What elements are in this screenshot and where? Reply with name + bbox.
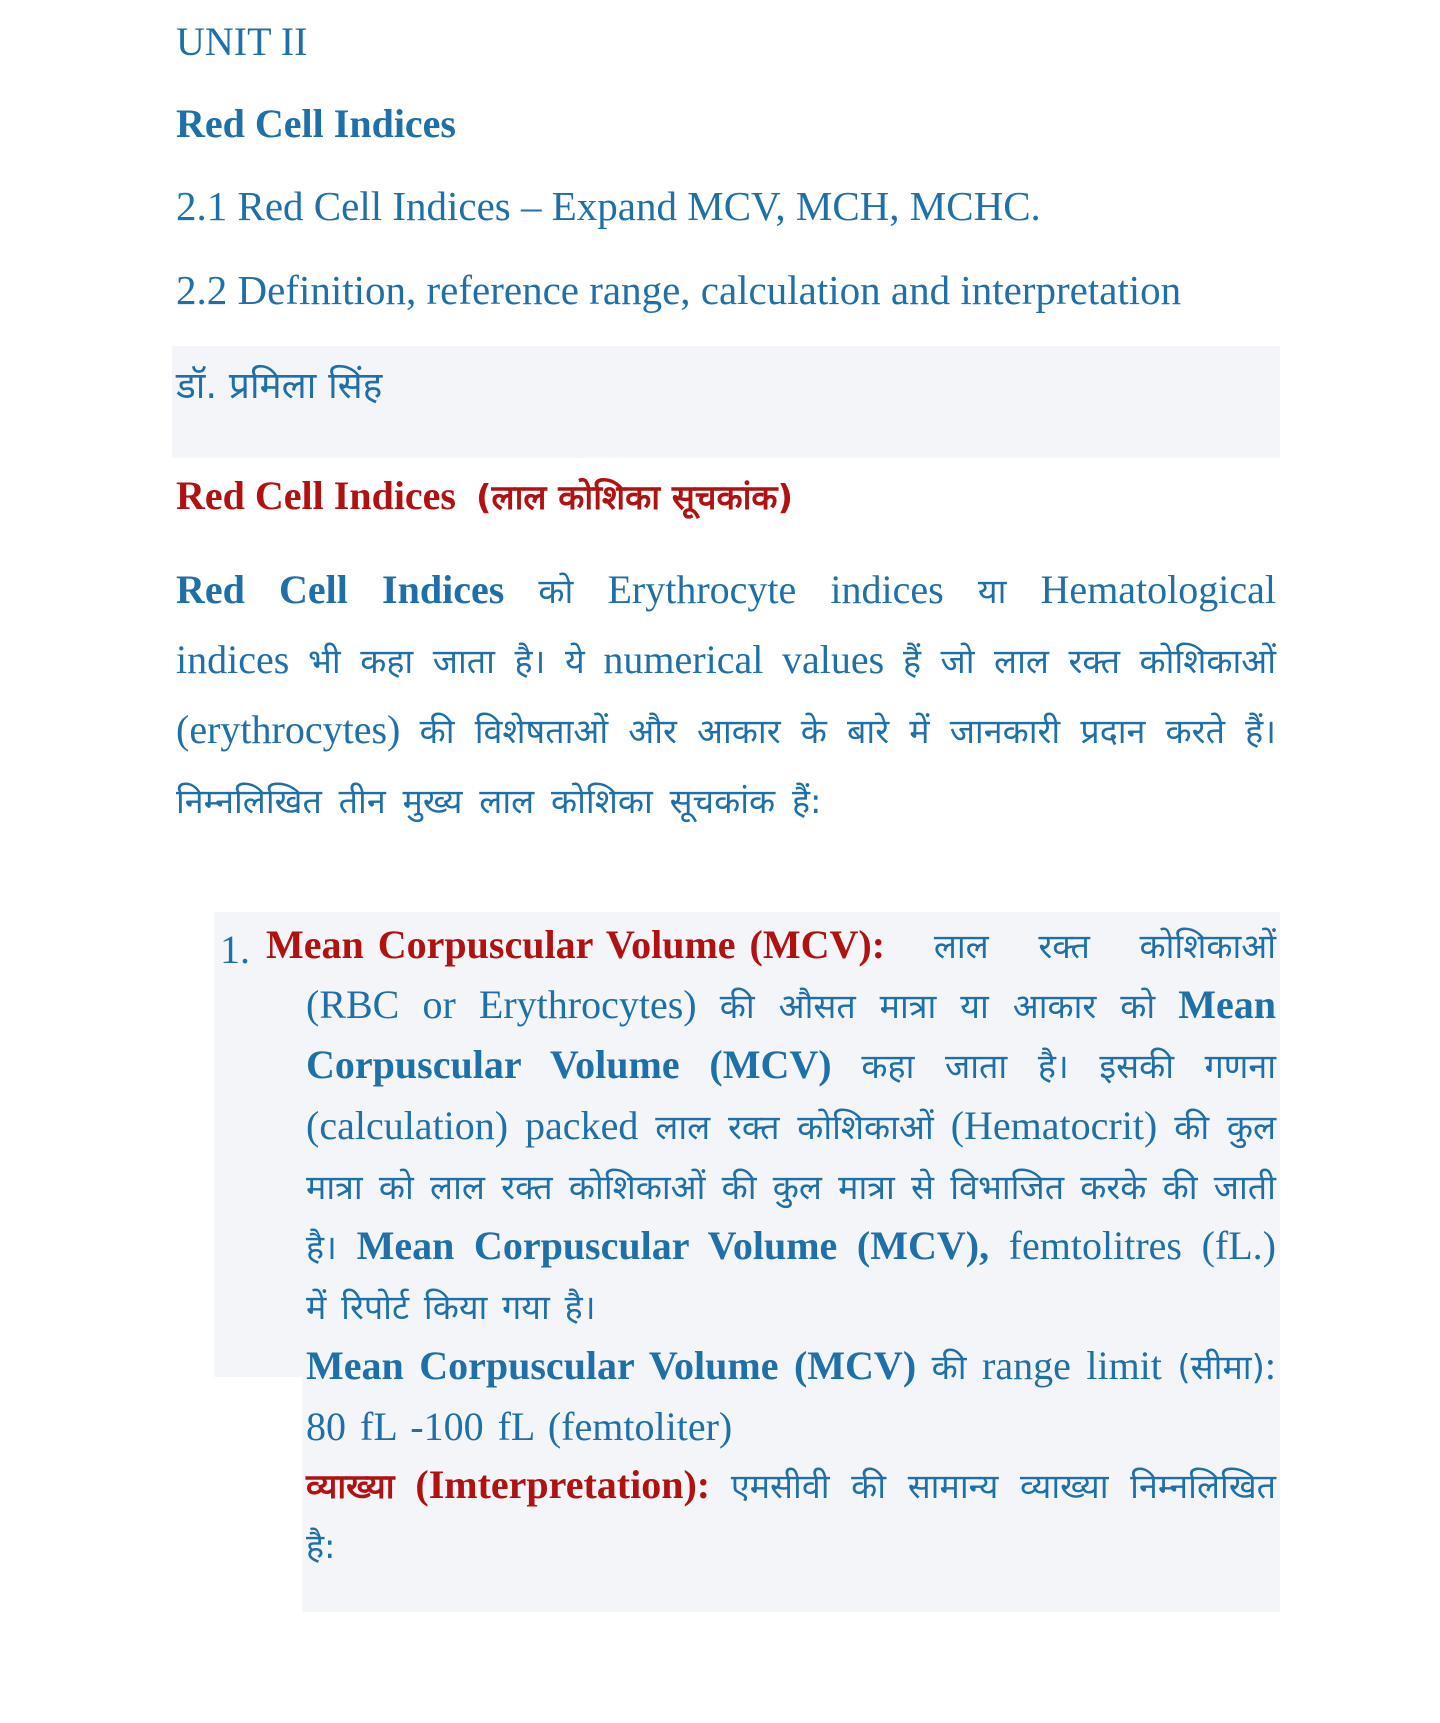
list-paragraph [266, 916, 1277, 1337]
section-title: Red Cell Indices [176, 101, 456, 146]
list-text: femtolitres (fL.) [1008, 1223, 1276, 1269]
list-text: range limit [982, 1343, 1162, 1389]
list-text: (सीमा) [1177, 1348, 1265, 1389]
list-text: (Hematocrit) [950, 1102, 1158, 1148]
list-text: लाल रक्त कोशिकाओं [933, 927, 1276, 967]
list-text: की कुल मात्रा को लाल रक्त कोशिकाओं की कुल मात्रा से विभाजित करके की जाती है। [306, 1107, 1277, 1269]
intro-text: की विशेषताओं और आकार के बारे में जानकारी प्रदान करते हैं। निम्नलिखित तीन मुख्य लाल कोशिका सूचकांक हैं: [176, 712, 1277, 822]
list-text: (calculation) packed [306, 1102, 639, 1148]
list-text: की औसत मात्रा या आकार को [719, 987, 1156, 1028]
list-paragraph [306, 1337, 1276, 1455]
intro-text: को [538, 572, 574, 612]
list-paragraph [306, 1456, 1276, 1576]
unit-title: UNIT II [176, 19, 308, 64]
list-text: की [931, 1348, 967, 1389]
intro-text: या [977, 572, 1007, 612]
list-term: Mean Corpuscular Volume (MCV), [356, 1223, 990, 1269]
intro-paragraph [176, 556, 1276, 836]
list-item-title: Mean Corpuscular Volume (MCV): [266, 922, 886, 967]
intro-term: Red Cell Indices [176, 567, 505, 612]
list-text: में रिपोर्ट किया गया है। [306, 1288, 596, 1329]
heading-hindi: (लाल कोशिका सूचकांक) [476, 478, 794, 518]
list-item [266, 916, 1277, 1576]
section-heading [176, 472, 793, 519]
interpretation-label-hindi: व्याख्या [306, 1466, 395, 1507]
author-box [172, 346, 1280, 458]
interpretation-label: (Imterpretation): [415, 1461, 711, 1507]
list-text: एमसीवी की सामान्य व्याख्या निम्नलिखित है: [306, 1466, 1277, 1568]
list-text: कहा जाता है। इसकी गणना [861, 1047, 1277, 1088]
topic-item: 2.2 Definition, reference range, calculation and interpretation [176, 267, 1182, 313]
list-term: Mean Corpuscular Volume (MCV) [306, 1343, 917, 1389]
intro-text: (erythrocytes) [176, 707, 401, 752]
intro-text: भी कहा जाता है। ये [308, 642, 585, 682]
intro-text: Hematological indices [176, 567, 1277, 682]
heading-english: Red Cell Indices [176, 473, 456, 518]
list-text: (RBC or Erythrocytes) [306, 982, 697, 1028]
topic-item: 2.1 Red Cell Indices – Expand MCV, MCH, MCHC. [176, 183, 1041, 229]
intro-text: Erythrocyte indices [607, 567, 944, 612]
list-term: Mean Corpuscular Volume (MCV) [306, 982, 1277, 1088]
list-text: : 80 fL -100 fL (femtoliter) [306, 1343, 1276, 1449]
intro-text: numerical values [603, 637, 885, 682]
list-text: लाल रक्त कोशिकाओं [655, 1107, 934, 1148]
intro-text: हैं जो लाल रक्त कोशिकाओं [902, 642, 1277, 682]
list-number: 1. [220, 927, 250, 972]
author-name: डॉ. प्रमिला सिंह [176, 364, 383, 407]
